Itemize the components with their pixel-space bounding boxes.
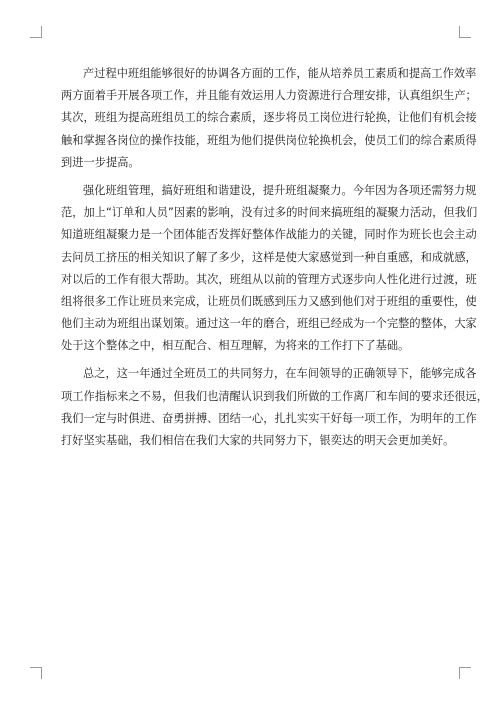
paragraph-1-line-3: 其次，班组为提高班组员工的综合素质，逐步将员工岗位进行轮换，让他们有机会接: [61, 111, 477, 125]
paragraph-3-line-3: 我们一定与时俱进、奋勇拼搏、团结一心，扎扎实实干好每一项工作，为明年的工作: [61, 411, 477, 425]
paragraph-2-line-7: 他们主动为班组出谋划策。通过这一年的磨合，班组已经成为一个完整的整体，大家: [61, 317, 477, 331]
paragraph-3-line-1: 总之，这一年通过全班员工的共同努力，在车间领导的正确领导下，能够完成各: [83, 367, 477, 381]
paragraph-1-line-2: 两方面着手开展各项工作，并且能有效运用人力资源进行合理安排，认真组织生产；: [61, 89, 477, 103]
crop-mark-bottom-right: [459, 667, 471, 679]
paragraph-3: [61, 363, 489, 452]
crop-mark-top-left: [30, 26, 42, 38]
paragraph-2-line-2: 范，加上“订单和人员”因素的影响，没有过多的时间来搞班组的凝聚力活动，但我们: [61, 206, 478, 220]
paragraph-2: [61, 180, 478, 358]
paragraph-1-line-4: 触和掌握各岗位的操作技能，班组为他们提供岗位轮换机会，使员工们的综合素质得: [61, 133, 477, 147]
paragraph-3-line-2: 项工作指标来之不易，但我们也清醒认识到我们所做的工作离厂和车间的要求还很远，: [61, 389, 489, 403]
paragraph-2-line-6: 组将很多工作让班员来完成，让班员们既感到压力又感到他们对于班组的重要性，使: [61, 294, 477, 308]
paragraph-2-line-1: 强化班组管理，搞好班组和谐建设，提升班组凝聚力。今年因为各项还需努力规: [83, 183, 477, 197]
paragraph-3-line-4: 打好坚实基础，我们相信在我们大家的共同努力下，银奕达的明天会更加美好。: [61, 434, 455, 447]
paragraph-2-line-4: 去问员工挤压的相关知识了解了多少，这样是使大家感觉到一种自重感，和成就感，: [61, 250, 477, 264]
document-body: [61, 63, 489, 452]
paragraph-1-line-5: 到进一步提高。: [61, 155, 140, 169]
crop-mark-top-right: [459, 26, 471, 38]
paragraph-2-line-8: 处于这个整体之中，相互配合、相互理解，为将来的工作打下了基础。: [61, 339, 410, 353]
paragraph-1: [61, 63, 477, 174]
paragraph-2-line-5: 对以后的工作有很大帮助。其次，班组从以前的管理方式逐步向人性化进行过渡，班: [61, 272, 477, 286]
paragraph-2-line-3: 知道班组凝聚力是一个团体能否发挥好整体作战能力的关键，同时作为班长也会主动: [61, 228, 477, 242]
crop-mark-bottom-left: [30, 667, 42, 679]
paragraph-1-line-1: 产过程中班组能够很好的协调各方面的工作，能从培养员工素质和提高工作效率: [83, 67, 477, 80]
